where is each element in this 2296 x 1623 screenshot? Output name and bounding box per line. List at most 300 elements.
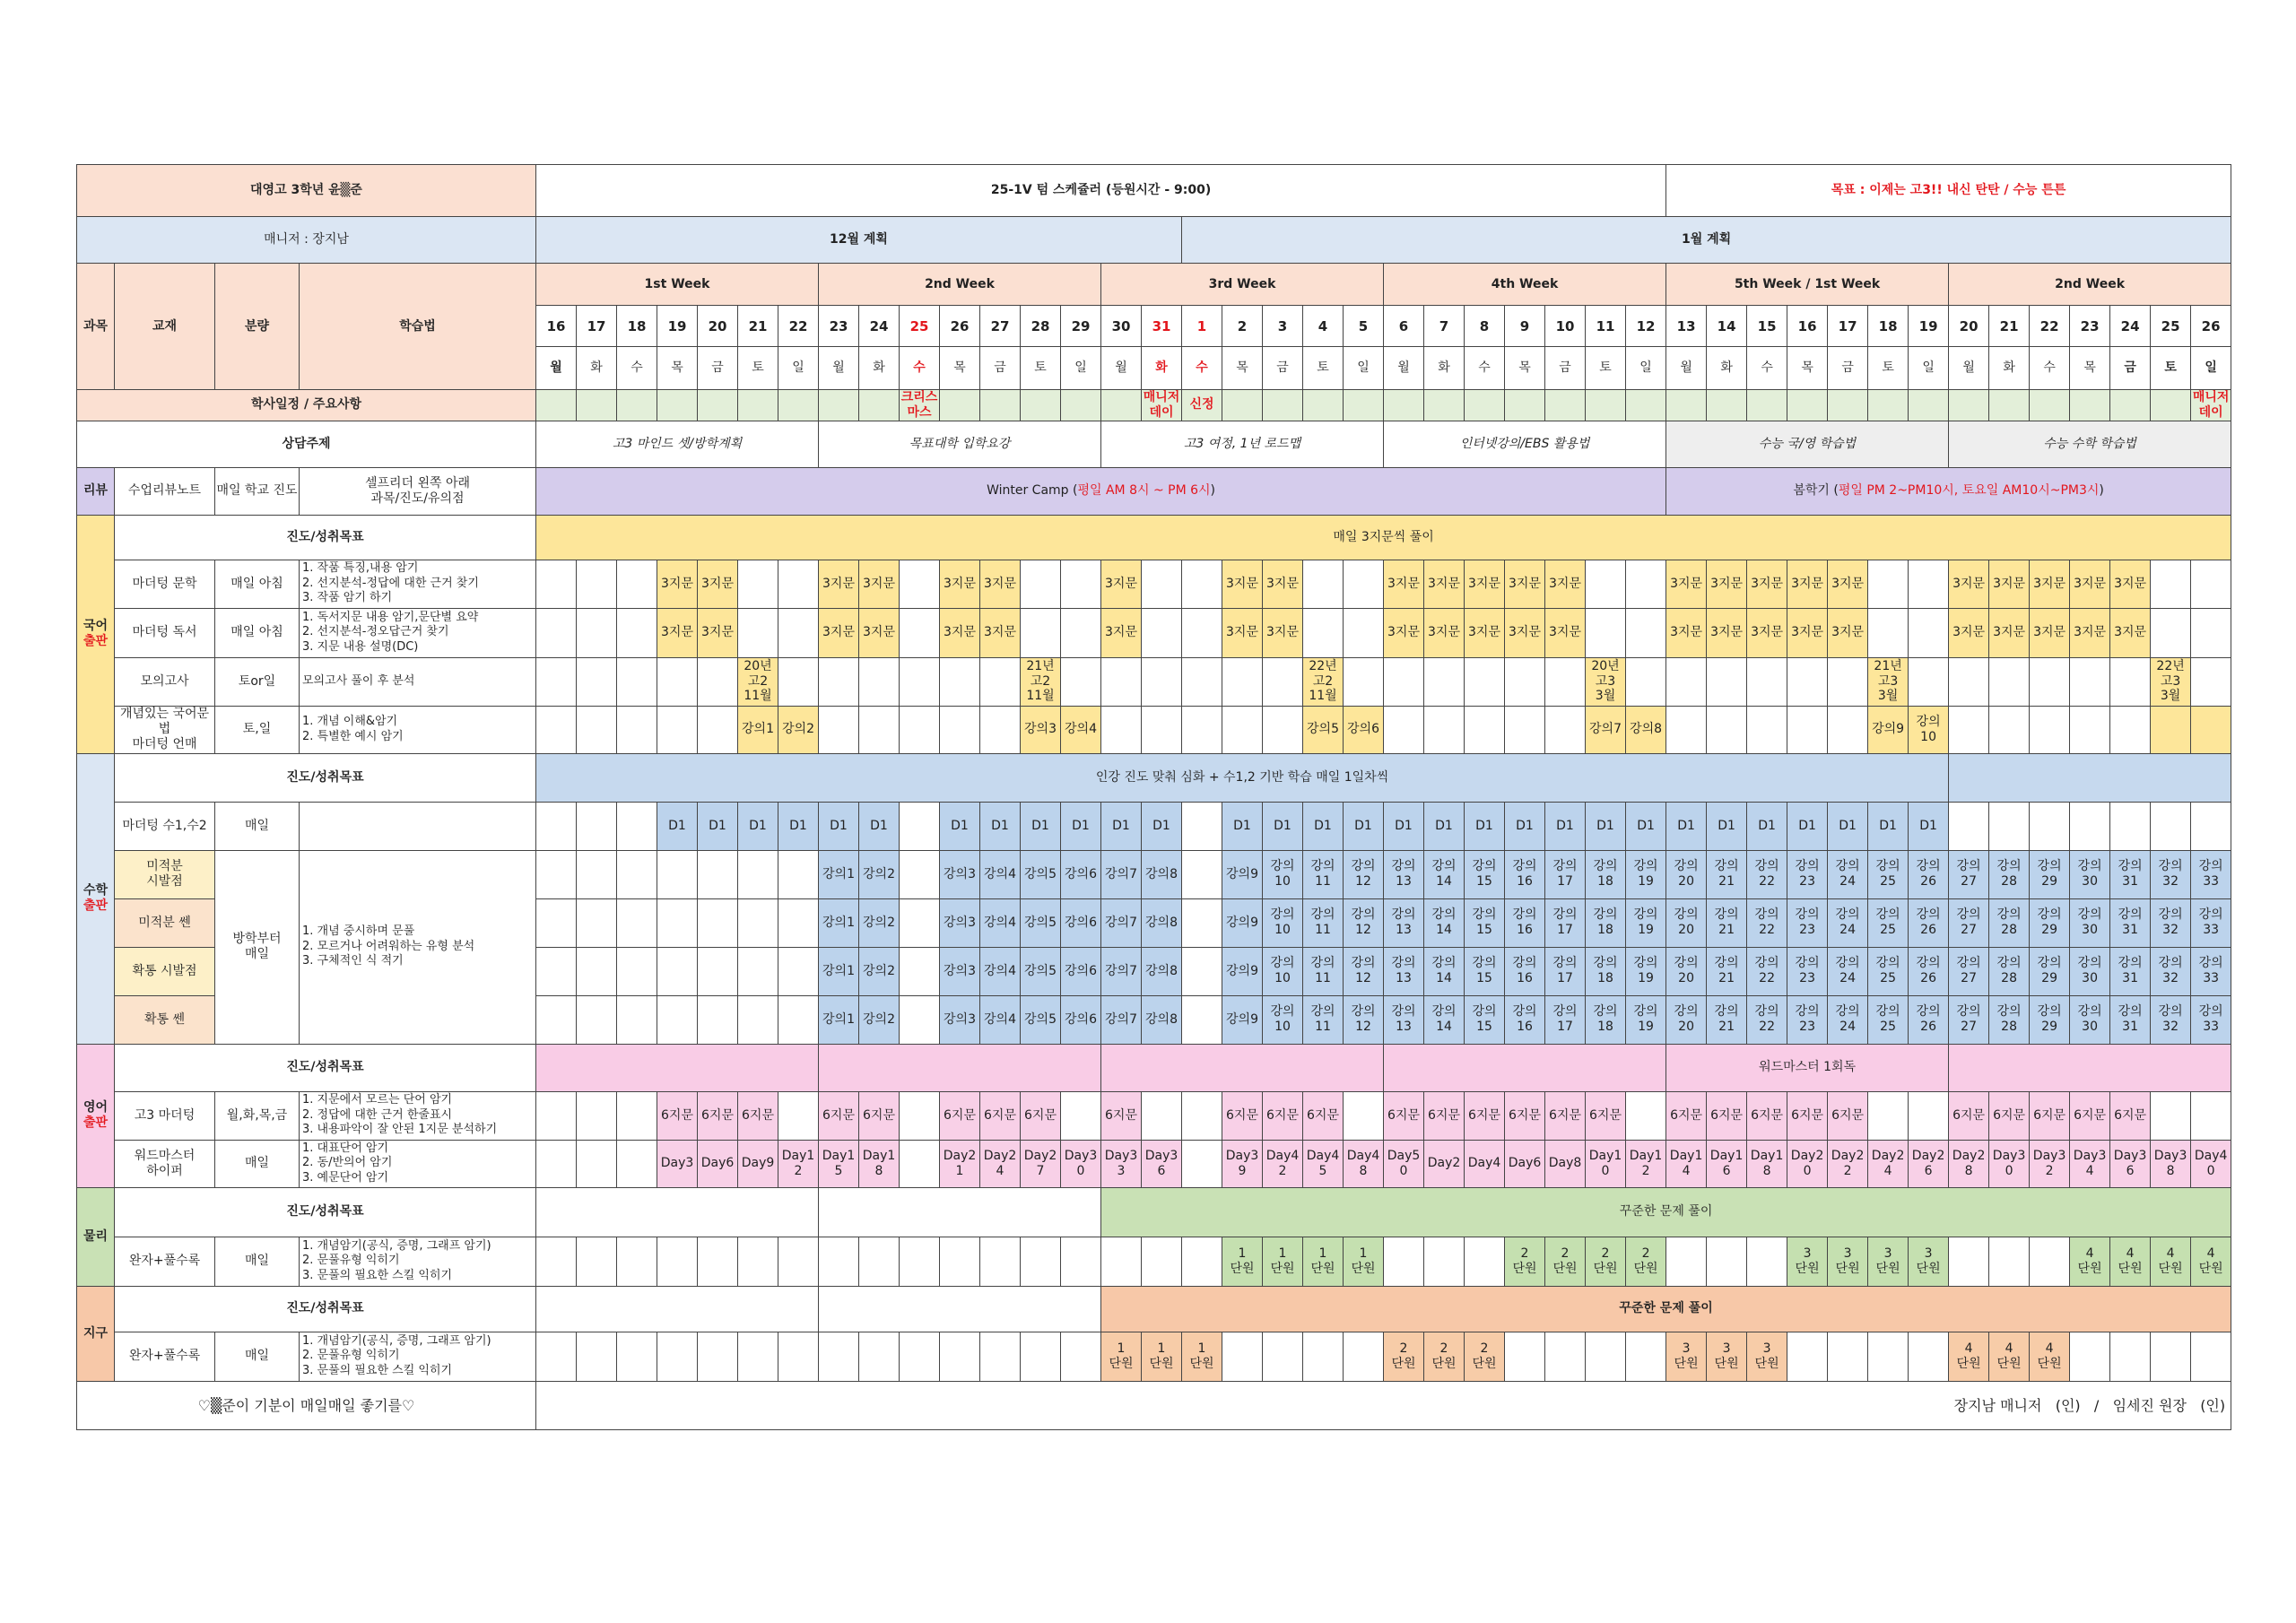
korean-grammar-d31 xyxy=(1787,706,1828,753)
date-cell: 23 xyxy=(2070,306,2110,347)
math-daily-d22: D1 xyxy=(1424,802,1465,850)
date-cell: 26 xyxy=(2191,306,2231,347)
weekday-cell: 화 xyxy=(1424,347,1465,390)
korean-grammar-d4 xyxy=(698,706,738,753)
english-passage-d6 xyxy=(778,1091,819,1140)
academic-day xyxy=(698,390,738,421)
earth-unit-d28: 3 단원 xyxy=(1666,1332,1707,1381)
korean-grammar-d14 xyxy=(1101,706,1142,753)
academic-day: 매니저 데이 xyxy=(2191,390,2231,421)
math-lecture-d30: 강의 22 xyxy=(1747,850,1787,898)
academic-day xyxy=(1424,390,1465,421)
math-daily-d3: D1 xyxy=(657,802,698,850)
date-cell: 11 xyxy=(1586,306,1626,347)
korean-grammar-d18 xyxy=(1263,706,1303,753)
earth-unit-d15: 1 단원 xyxy=(1142,1332,1182,1381)
korean-passage-d16 xyxy=(1182,560,1222,608)
weekday-cell: 일 xyxy=(1909,347,1949,390)
date-cell: 24 xyxy=(2110,306,2151,347)
korean-exam-d31 xyxy=(1787,657,1828,706)
inline-text: 국어 xyxy=(83,619,109,634)
math-daily-d6: D1 xyxy=(778,802,819,850)
week-header: 4th Week xyxy=(1384,264,1666,306)
counsel-topic: 인터넷강의/EBS 활용법 xyxy=(1384,421,1666,467)
math-lecture-d6 xyxy=(778,850,819,898)
earth-unit-d25 xyxy=(1545,1332,1586,1381)
math-lecture-d21: 강의 13 xyxy=(1384,898,1424,947)
math-lecture-d6 xyxy=(778,995,819,1044)
korean-grammar-d34: 강의10 xyxy=(1909,706,1949,753)
english-passage-d8: 6지문 xyxy=(859,1091,900,1140)
weekday-cell: 금 xyxy=(698,347,738,390)
date-cell: 13 xyxy=(1666,306,1707,347)
math-lecture-d17: 강의9 xyxy=(1222,995,1263,1044)
physics-unit-d38: 4 단원 xyxy=(2070,1237,2110,1286)
weekday-cell: 토 xyxy=(738,347,778,390)
weekday-cell: 목 xyxy=(1787,347,1828,390)
physics-goal-blank2 xyxy=(819,1187,1101,1237)
physics-unit-d36 xyxy=(1989,1237,2030,1286)
col-subject: 과목 xyxy=(77,264,115,390)
english-word-d31: Day2 0 xyxy=(1787,1140,1828,1187)
counsel-topic: 수능 국/영 학습법 xyxy=(1666,421,1949,467)
math-daily-d30: D1 xyxy=(1747,802,1787,850)
date-cell: 22 xyxy=(2030,306,2070,347)
english-word-d0 xyxy=(536,1140,577,1187)
korean-passage-d32: 3지문 xyxy=(1828,608,1868,657)
earth-unit-d27 xyxy=(1626,1332,1666,1381)
math-daily-d15: D1 xyxy=(1142,802,1182,850)
week-header: 2nd Week xyxy=(1949,264,2231,306)
weekday-cell: 일 xyxy=(2191,347,2231,390)
english-passage-d27 xyxy=(1626,1091,1666,1140)
math-lecture-d34: 강의 26 xyxy=(1909,947,1949,995)
earth-unit-d29: 3 단원 xyxy=(1707,1332,1747,1381)
math-lecture-d5 xyxy=(738,947,778,995)
english-goal-week: 워드마스터 1회독 xyxy=(1666,1044,1949,1091)
math-daily-d32: D1 xyxy=(1828,802,1868,850)
korean-exam-d6 xyxy=(778,657,819,706)
korean-grammar-d19: 강의5 xyxy=(1303,706,1344,753)
math-lecture-d27: 강의 19 xyxy=(1626,995,1666,1044)
inline-text: Winter Camp ( xyxy=(987,483,1078,499)
math-lecture-d7: 강의1 xyxy=(819,850,859,898)
korean-exam-d39 xyxy=(2110,657,2151,706)
date-cell: 21 xyxy=(1989,306,2030,347)
weekday-cell: 일 xyxy=(1061,347,1101,390)
korean-exam-d36 xyxy=(1989,657,2030,706)
korean-exam-d21 xyxy=(1384,657,1424,706)
goal-text: 목표 : 이제는 고3!! 내신 탄탄 / 수능 튼튼 xyxy=(1666,165,2231,217)
math-lecture-d25: 강의 17 xyxy=(1545,850,1586,898)
date-cell: 20 xyxy=(1949,306,1989,347)
earth-unit-d19 xyxy=(1303,1332,1344,1381)
korean-method: 1. 개념 이해&암기 2. 특별한 예시 암기 xyxy=(300,706,536,753)
korean-grammar-d26: 강의7 xyxy=(1586,706,1626,753)
korean-exam-d8 xyxy=(859,657,900,706)
korean-passage-d5 xyxy=(738,608,778,657)
academic-day xyxy=(2151,390,2191,421)
korean-passage-d6 xyxy=(778,608,819,657)
math-lecture-d37: 강의 29 xyxy=(2030,947,2070,995)
academic-day xyxy=(1303,390,1344,421)
english-word-d16 xyxy=(1182,1140,1222,1187)
col-amount: 분량 xyxy=(215,264,300,390)
math-lecture-d15: 강의8 xyxy=(1142,850,1182,898)
korean-grammar-d39 xyxy=(2110,706,2151,753)
korean-passage-d19 xyxy=(1303,560,1344,608)
english-method: 1. 대표단어 암기 2. 동/반의어 암기 3. 예문단어 암기 xyxy=(300,1140,536,1187)
korean-passage-d9 xyxy=(900,608,940,657)
counsel-topic: 고3 마인드 셋/방학계획 xyxy=(536,421,819,467)
earth-unit-d4 xyxy=(698,1332,738,1381)
korean-grammar-d41 xyxy=(2191,706,2231,753)
math-lecture-d0 xyxy=(536,898,577,947)
math-lecture-d30: 강의 22 xyxy=(1747,995,1787,1044)
math-daily-d26: D1 xyxy=(1586,802,1626,850)
math-lecture-d31: 강의 23 xyxy=(1787,898,1828,947)
korean-passage-d0 xyxy=(536,608,577,657)
weekday-cell: 월 xyxy=(819,347,859,390)
korean-grammar-d15 xyxy=(1142,706,1182,753)
math-lecture-d21: 강의 13 xyxy=(1384,995,1424,1044)
math-daily-d34: D1 xyxy=(1909,802,1949,850)
math-lecture-d32: 강의 24 xyxy=(1828,850,1868,898)
physics-unit-d0 xyxy=(536,1237,577,1286)
academic-day xyxy=(577,390,617,421)
math-lecture-d36: 강의 28 xyxy=(1989,898,2030,947)
academic-day xyxy=(2030,390,2070,421)
korean-passage-d19 xyxy=(1303,608,1344,657)
physics-goal-blank1 xyxy=(536,1187,819,1237)
math-lecture-d3 xyxy=(657,850,698,898)
inline-text: 평일 PM 2~PM10시, 토요일 AM10시~PM3시 xyxy=(1838,483,2100,499)
math-lecture-d17: 강의9 xyxy=(1222,850,1263,898)
weekday-cell: 월 xyxy=(1384,347,1424,390)
math-lecture-d14: 강의7 xyxy=(1101,947,1142,995)
date-cell: 21 xyxy=(738,306,778,347)
korean-exam-d1 xyxy=(577,657,617,706)
english-passage-d15 xyxy=(1142,1091,1182,1140)
math-lecture-d30: 강의 22 xyxy=(1747,947,1787,995)
korean-exam-d19: 22년 고2 11월 xyxy=(1303,657,1344,706)
math-lecture-d41: 강의 33 xyxy=(2191,995,2231,1044)
english-word-d12: Day2 7 xyxy=(1021,1140,1061,1187)
math-lecture-d24: 강의 16 xyxy=(1505,898,1545,947)
date-cell: 15 xyxy=(1747,306,1787,347)
inline-text: 영어 xyxy=(83,1100,109,1115)
korean-passage-d25: 3지문 xyxy=(1545,608,1586,657)
math-daily-d24: D1 xyxy=(1505,802,1545,850)
date-cell: 22 xyxy=(778,306,819,347)
english-passage-d2 xyxy=(617,1091,657,1140)
korean-grammar-d6: 강의2 xyxy=(778,706,819,753)
english-passage-d18: 6지문 xyxy=(1263,1091,1303,1140)
math-lecture-d20: 강의 12 xyxy=(1344,850,1384,898)
review-amount: 매일 학교 진도 xyxy=(215,467,300,515)
korean-passage-d4: 3지문 xyxy=(698,608,738,657)
korean-grammar-d32 xyxy=(1828,706,1868,753)
earth-unit-d18 xyxy=(1263,1332,1303,1381)
weekday-cell: 목 xyxy=(657,347,698,390)
physics-unit-d14 xyxy=(1101,1237,1142,1286)
month-jan: 1월 계획 xyxy=(1182,217,2231,264)
korean-passage-d2 xyxy=(617,608,657,657)
weekday-cell: 일 xyxy=(1626,347,1666,390)
korean-exam-d20 xyxy=(1344,657,1384,706)
weekday-cell: 금 xyxy=(980,347,1021,390)
math-lecture-d3 xyxy=(657,898,698,947)
math-book: 확통 시발점 xyxy=(115,947,215,995)
math-lecture-d39: 강의 31 xyxy=(2110,947,2151,995)
english-passage-d10: 6지문 xyxy=(940,1091,980,1140)
korean-passage-d39: 3지문 xyxy=(2110,560,2151,608)
physics-unit-d33: 3 단원 xyxy=(1868,1237,1909,1286)
korean-passage-d18: 3지문 xyxy=(1263,560,1303,608)
date-cell: 10 xyxy=(1545,306,1586,347)
week-header: 1st Week xyxy=(536,264,819,306)
math-daily-d28: D1 xyxy=(1666,802,1707,850)
english-passage-d24: 6지문 xyxy=(1505,1091,1545,1140)
math-lecture-d12: 강의5 xyxy=(1021,898,1061,947)
physics-amount: 매일 xyxy=(215,1237,300,1286)
physics-unit-d2 xyxy=(617,1237,657,1286)
korean-exam-d29 xyxy=(1707,657,1747,706)
physics-unit-d20: 1 단원 xyxy=(1344,1237,1384,1286)
physics-unit-d22 xyxy=(1424,1237,1465,1286)
inline-text: 출판 xyxy=(83,634,109,649)
math-daily-d8: D1 xyxy=(859,802,900,850)
math-lecture-d18: 강의 10 xyxy=(1263,850,1303,898)
english-goal-week xyxy=(1949,1044,2231,1091)
math-lecture-d0 xyxy=(536,995,577,1044)
academic-day xyxy=(1868,390,1909,421)
korean-exam-d25 xyxy=(1545,657,1586,706)
earth-unit-d1 xyxy=(577,1332,617,1381)
math-lecture-d31: 강의 23 xyxy=(1787,947,1828,995)
math-lecture-d6 xyxy=(778,947,819,995)
korean-exam-d23 xyxy=(1465,657,1505,706)
korean-exam-d30 xyxy=(1747,657,1787,706)
academic-day xyxy=(1666,390,1707,421)
date-cell: 27 xyxy=(980,306,1021,347)
math-daily-d38 xyxy=(2070,802,2110,850)
korean-exam-d32 xyxy=(1828,657,1868,706)
korean-passage-d7: 3지문 xyxy=(819,608,859,657)
korean-grammar-d25 xyxy=(1545,706,1586,753)
math-daily-d25: D1 xyxy=(1545,802,1586,850)
academic-day xyxy=(1909,390,1949,421)
earth-unit-d40 xyxy=(2151,1332,2191,1381)
physics-unit-d17: 1 단원 xyxy=(1222,1237,1263,1286)
physics-unit-d7 xyxy=(819,1237,859,1286)
korean-book: 마더텅 독서 xyxy=(115,608,215,657)
math-daily-d2 xyxy=(617,802,657,850)
math-daily-d21: D1 xyxy=(1384,802,1424,850)
physics-unit-d5 xyxy=(738,1237,778,1286)
english-passage-d41 xyxy=(2191,1091,2231,1140)
date-cell: 18 xyxy=(1868,306,1909,347)
korean-passage-d23: 3지문 xyxy=(1465,560,1505,608)
korean-passage-d26 xyxy=(1586,560,1626,608)
week-header: 2nd Week xyxy=(819,264,1101,306)
physics-unit-d18: 1 단원 xyxy=(1263,1237,1303,1286)
english-word-d26: Day1 0 xyxy=(1586,1140,1626,1187)
english-passage-d29: 6지문 xyxy=(1707,1091,1747,1140)
math-method: 1. 개념 중시하며 문풀 2. 모르거나 어려워하는 유형 분석 3. 구체적인 식 적기 xyxy=(300,850,536,1044)
math-lecture-d32: 강의 24 xyxy=(1828,947,1868,995)
english-word-d8: Day1 8 xyxy=(859,1140,900,1187)
english-passage-d38: 6지문 xyxy=(2070,1091,2110,1140)
earth-unit-d2 xyxy=(617,1332,657,1381)
korean-passage-d28: 3지문 xyxy=(1666,608,1707,657)
english-word-d3: Day3 xyxy=(657,1140,698,1187)
math-lecture-d4 xyxy=(698,898,738,947)
korean-passage-d2 xyxy=(617,560,657,608)
korean-exam-d27 xyxy=(1626,657,1666,706)
math-daily-d39 xyxy=(2110,802,2151,850)
english-amount: 월,화,목,금 xyxy=(215,1091,300,1140)
korean-passage-d31: 3지문 xyxy=(1787,560,1828,608)
academic-day: 매니저 데이 xyxy=(1142,390,1182,421)
physics-unit-d39: 4 단원 xyxy=(2110,1237,2151,1286)
weekday-cell: 토 xyxy=(1303,347,1344,390)
math-lecture-d11: 강의4 xyxy=(980,850,1021,898)
math-lecture-d13: 강의6 xyxy=(1061,947,1101,995)
english-passage-d25: 6지문 xyxy=(1545,1091,1586,1140)
english-word-d1 xyxy=(577,1140,617,1187)
korean-grammar-d10 xyxy=(940,706,980,753)
english-goal-week xyxy=(536,1044,819,1091)
english-passage-d35: 6지문 xyxy=(1949,1091,1989,1140)
math-lecture-d36: 강의 28 xyxy=(1989,995,2030,1044)
korean-passage-d10: 3지문 xyxy=(940,608,980,657)
math-lecture-d16 xyxy=(1182,850,1222,898)
academic-day xyxy=(2110,390,2151,421)
math-lecture-d40: 강의 32 xyxy=(2151,850,2191,898)
math-lecture-d1 xyxy=(577,947,617,995)
korean-passage-d12 xyxy=(1021,560,1061,608)
english-word-d25: Day8 xyxy=(1545,1140,1586,1187)
math-lecture-d1 xyxy=(577,995,617,1044)
korean-passage-d24: 3지문 xyxy=(1505,608,1545,657)
physics-unit-d9 xyxy=(900,1237,940,1286)
korean-amount: 매일 아침 xyxy=(215,608,300,657)
english-word-d14: Day3 3 xyxy=(1101,1140,1142,1187)
footer-message: ♡▒준이 기분이 매일매일 좋기를♡ xyxy=(77,1381,536,1429)
english-word-d40: Day3 8 xyxy=(2151,1140,2191,1187)
korean-passage-d33 xyxy=(1868,560,1909,608)
korean-grammar-d23 xyxy=(1465,706,1505,753)
physics-unit-d37 xyxy=(2030,1237,2070,1286)
korean-grammar-d38 xyxy=(2070,706,2110,753)
date-cell: 20 xyxy=(698,306,738,347)
korean-passage-d22: 3지문 xyxy=(1424,608,1465,657)
korean-passage-d16 xyxy=(1182,608,1222,657)
english-word-d33: Day2 4 xyxy=(1868,1140,1909,1187)
english-passage-d5: 6지문 xyxy=(738,1091,778,1140)
physics-unit-d26: 2 단원 xyxy=(1586,1237,1626,1286)
english-word-d13: Day3 0 xyxy=(1061,1140,1101,1187)
weekday-cell: 수 xyxy=(1747,347,1787,390)
korean-passage-d3: 3지문 xyxy=(657,608,698,657)
math-lecture-d11: 강의4 xyxy=(980,995,1021,1044)
korean-passage-d15 xyxy=(1142,560,1182,608)
korean-grammar-d33: 강의9 xyxy=(1868,706,1909,753)
academic-day xyxy=(1828,390,1868,421)
korean-passage-d12 xyxy=(1021,608,1061,657)
math-lecture-d8: 강의2 xyxy=(859,898,900,947)
earth-amount: 매일 xyxy=(215,1332,300,1381)
math-lecture-d33: 강의 25 xyxy=(1868,850,1909,898)
math-lecture-d2 xyxy=(617,898,657,947)
math-lecture-d15: 강의8 xyxy=(1142,947,1182,995)
math-lecture-d7: 강의1 xyxy=(819,947,859,995)
math-lecture-d16 xyxy=(1182,947,1222,995)
earth-unit-d32 xyxy=(1828,1332,1868,1381)
korean-passage-d22: 3지문 xyxy=(1424,560,1465,608)
earth-goal-label: 진도/성취목표 xyxy=(115,1286,536,1332)
korean-passage-d38: 3지문 xyxy=(2070,608,2110,657)
physics-unit-d28 xyxy=(1666,1237,1707,1286)
math-lecture-d14: 강의7 xyxy=(1101,995,1142,1044)
math-lecture-d27: 강의 19 xyxy=(1626,947,1666,995)
korean-grammar-d5: 강의1 xyxy=(738,706,778,753)
english-word-d4: Day6 xyxy=(698,1140,738,1187)
inline-text: ) xyxy=(2099,483,2104,499)
korean-exam-d15 xyxy=(1142,657,1182,706)
math-lecture-d3 xyxy=(657,947,698,995)
subject-math xyxy=(77,753,115,1044)
english-passage-d30: 6지문 xyxy=(1747,1091,1787,1140)
col-textbook: 교재 xyxy=(115,264,215,390)
math-lecture-d13: 강의6 xyxy=(1061,995,1101,1044)
math-lecture-d6 xyxy=(778,898,819,947)
english-passage-d4: 6지문 xyxy=(698,1091,738,1140)
academic-day xyxy=(2070,390,2110,421)
math-daily-d31: D1 xyxy=(1787,802,1828,850)
date-cell: 28 xyxy=(1021,306,1061,347)
physics-unit-d15 xyxy=(1142,1237,1182,1286)
math-lecture-d9 xyxy=(900,898,940,947)
korean-grammar-d12: 강의3 xyxy=(1021,706,1061,753)
korean-book: 모의고사 xyxy=(115,657,215,706)
english-book: 고3 마더텅 xyxy=(115,1091,215,1140)
earth-unit-d13 xyxy=(1061,1332,1101,1381)
math-daily-d10: D1 xyxy=(940,802,980,850)
korean-passage-d36: 3지문 xyxy=(1989,608,2030,657)
inline-text: 출판 xyxy=(83,898,109,914)
korean-passage-d41 xyxy=(2191,560,2231,608)
english-passage-d34 xyxy=(1909,1091,1949,1140)
math-daily-d16 xyxy=(1182,802,1222,850)
math-lecture-d12: 강의5 xyxy=(1021,947,1061,995)
math-daily-d17: D1 xyxy=(1222,802,1263,850)
academic-day xyxy=(1465,390,1505,421)
korean-exam-d24 xyxy=(1505,657,1545,706)
earth-unit-d41 xyxy=(2191,1332,2231,1381)
math-daily-d40 xyxy=(2151,802,2191,850)
math-lecture-d22: 강의 14 xyxy=(1424,850,1465,898)
math-lecture-d19: 강의 11 xyxy=(1303,947,1344,995)
math-daily-d35 xyxy=(1949,802,1989,850)
math-lecture-d37: 강의 29 xyxy=(2030,850,2070,898)
korean-exam-d3 xyxy=(657,657,698,706)
col-method: 학습법 xyxy=(300,264,536,390)
korean-exam-d40: 22년 고3 3월 xyxy=(2151,657,2191,706)
math-lecture-d29: 강의 21 xyxy=(1707,898,1747,947)
academic-day xyxy=(1787,390,1828,421)
